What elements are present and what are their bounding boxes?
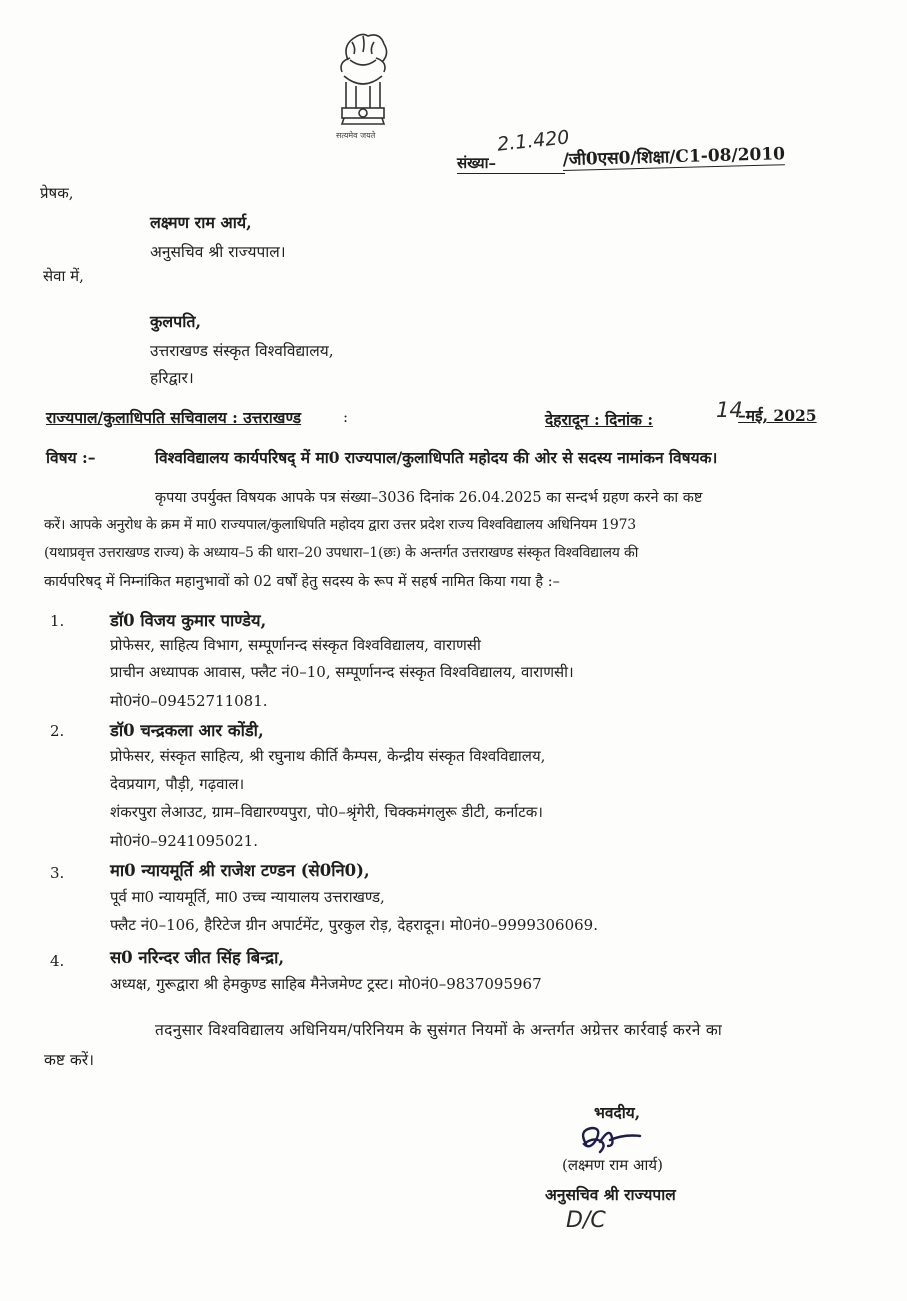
member-detail-line: देवप्रयाग, पौड़ी, गढ़वाल। xyxy=(110,775,245,793)
subject-text: विश्वविद्यालय कार्यपरिषद् में मा0 राज्यपाल/कुलाधिपति महोदय की ओर से सदस्य नामांकन विषयक। xyxy=(155,448,718,467)
signatory-name: (लक्ष्मण राम आर्य) xyxy=(562,1156,663,1174)
member-detail-line: प्राचीन अध्यापक आवास, फ्लैट नं0–10, सम्पूर्णानन्द संस्कृत विश्वविद्यालय, वाराणसी। xyxy=(110,663,574,681)
recipient-institution: उत्तराखण्ड संस्कृत विश्वविद्यालय, xyxy=(150,342,334,360)
office-colon: : xyxy=(343,408,349,426)
closing-line-2: कष्ट करें। xyxy=(44,1051,95,1069)
closing-line-1: तदनुसार विश्वविद्यालय अधिनियम/परिनियम के सुसंगत नियमों के अन्तर्गत अग्रेत्तर कार्रवाई करने का xyxy=(155,1021,723,1039)
member-detail-line: फ्लैट नं0–106, हैरिटेज ग्रीन अपार्टमेंट, पुरकुल रोड़, देहरादून। मो0नं0–9999306069. xyxy=(110,916,598,934)
recipient-title: कुलपति, xyxy=(150,312,202,331)
signatory-designation: अनुसचिव श्री राज्यपाल xyxy=(545,1185,676,1204)
member-number: 1. xyxy=(50,612,65,630)
reference-label: संख्या– xyxy=(457,153,565,174)
reference-suffix: /जी0एस0/शिक्षा/C1-08/2010 xyxy=(562,141,785,171)
member-name: मा0 न्यायमूर्ति श्री राजेश टण्डन (से0नि0), xyxy=(110,861,370,880)
member-name: डॉ0 विजय कुमार पाण्डेय, xyxy=(110,611,267,630)
emblem-motto: सत्यमेव जयते xyxy=(336,131,376,140)
signature-salutation: भवदीय, xyxy=(594,1103,641,1122)
member-detail-line: अध्यक्ष, गुरूद्वारा श्री हेमकुण्ड साहिब मैनेजमेण्ट ट्रस्ट। मो0नं0–9837095967 xyxy=(110,975,542,993)
date-label: देहरादून : दिनांक : xyxy=(545,410,654,429)
handwritten-reference-number: 2.1.420 xyxy=(496,126,571,156)
sender-label: प्रेषक, xyxy=(40,184,74,202)
member-detail-line: शंकरपुरा लेआउट, ग्राम–विद्यारण्यपुरा, पो0–श्रृंगेरी, चिक्कमंगलुरू डीटी, कर्नाटक। xyxy=(110,803,543,821)
body-line-4: कार्यपरिषद् में निम्नांकित महानुभावों को 02 वर्षों हेतु सदस्य के रूप में सहर्ष नामित किया गया है :– xyxy=(44,574,560,590)
sender-name: लक्ष्मण राम आर्य, xyxy=(150,213,252,232)
recipient-label: सेवा में, xyxy=(43,267,84,285)
member-number: 2. xyxy=(50,722,65,740)
subject-label: विषय :– xyxy=(46,448,96,467)
member-detail-line: पूर्व मा0 न्यायमूर्ति, मा0 उच्च न्यायालय उत्तराखण्ड, xyxy=(110,888,385,906)
member-number: 3. xyxy=(50,864,65,882)
recipient-place: हरिद्वार। xyxy=(150,369,194,387)
date-handwritten-day: 14 xyxy=(716,398,743,422)
body-line-3: (यथाप्रवृत्त उत्तराखण्ड राज्य) के अध्याय–5 की धारा–20 उपधारा–1(छः) के अन्तर्गत उत्तराखण्ड संस्कृत विश्वविद्यालय की xyxy=(44,545,639,561)
member-detail-line: मो0नं0–09452711081. xyxy=(110,692,268,710)
office-name: राज्यपाल/कुलाधिपति सचिवालय : उत्तराखण्ड xyxy=(46,408,302,427)
member-detail-line: प्रोफेसर, साहित्य विभाग, सम्पूर्णानन्द संस्कृत विश्वविद्यालय, वाराणसी xyxy=(110,636,481,654)
member-name: स0 नरिन्दर जीत सिंह बिन्द्रा, xyxy=(110,948,285,967)
member-name: डॉ0 चन्द्रकला आर कोंडी, xyxy=(110,721,264,740)
member-detail-line: प्रोफेसर, संस्कृत साहित्य, श्री रघुनाथ कीर्ति कैम्पस, केन्द्रीय संस्कृत विश्वविद्यालय, xyxy=(110,747,546,765)
body-line-2: करें। आपके अनुरोध के क्रम में मा0 राज्यपाल/कुलाधिपति महोदय द्वारा उत्तर प्रदेश राज्य विश्वविद्यालय अधिनियम 1973 xyxy=(44,517,637,533)
handwritten-note: D/C xyxy=(566,1208,606,1233)
member-number: 4. xyxy=(50,952,65,970)
national-emblem-logo xyxy=(330,30,396,150)
date-month-year: –मई, 2025 xyxy=(738,406,817,425)
body-line-1: कृपया उपर्युक्त विषयक आपके पत्र संख्या–3036 दिनांक 26.04.2025 का सन्दर्भ ग्रहण करने का कष्ट xyxy=(155,490,703,506)
sender-designation: अनुसचिव श्री राज्यपाल। xyxy=(150,243,286,261)
member-detail-line: मो0नं0–9241095021. xyxy=(110,832,258,850)
